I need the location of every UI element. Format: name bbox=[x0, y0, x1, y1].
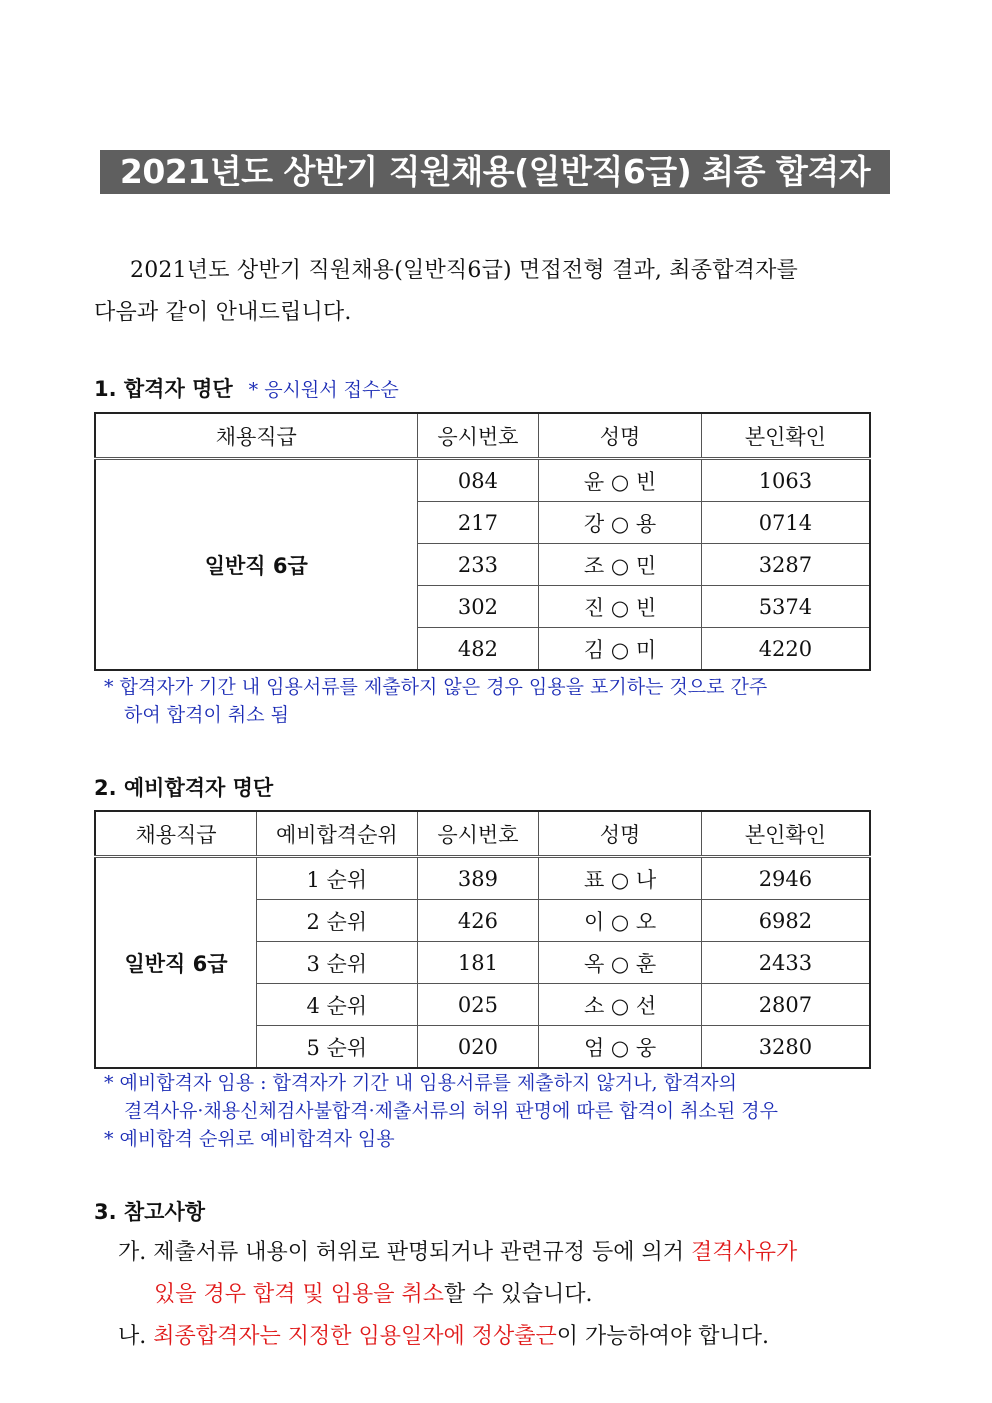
item-b-highlight: 최종합격자는 지정한 임용일자에 정상출근 bbox=[153, 1324, 557, 1349]
section3-heading bbox=[94, 1196, 205, 1226]
rank-cell: 3 순위 bbox=[257, 942, 418, 984]
exam-no-cell: 233 bbox=[417, 544, 539, 586]
item-b-prefix: 나. bbox=[118, 1324, 154, 1349]
identity-cell: 1063 bbox=[701, 459, 870, 502]
intro-line-1: 2021년도 상반기 직원채용(일반직6급) 면접전형 결과, 최종합격자를 bbox=[130, 258, 799, 283]
grade-cell: 일반직 6급 bbox=[95, 857, 257, 1069]
item-a-text: 가. 제출서류 내용이 허위로 판명되거나 관련규정 등에 의거 bbox=[118, 1240, 691, 1265]
page-title: 2021년도 상반기 직원채용(일반직6급) 최종 합격자 bbox=[100, 150, 890, 194]
header-exam-no: 응시번호 bbox=[417, 413, 539, 459]
name-cell: 윤 ○ 빈 bbox=[539, 459, 702, 502]
name-cell: 표 ○ 나 bbox=[539, 857, 702, 900]
header-name: 성명 bbox=[539, 413, 702, 459]
section1-note bbox=[104, 673, 884, 729]
grade-cell: 일반직 6급 bbox=[95, 459, 417, 671]
section2-heading bbox=[94, 772, 273, 802]
identity-cell: 0714 bbox=[701, 502, 870, 544]
identity-cell: 2946 bbox=[701, 857, 870, 900]
section2-title: 2. 예비합격자 명단 bbox=[94, 776, 274, 800]
intro-line-2: 다음과 같이 안내드립니다. bbox=[94, 300, 352, 325]
item-a-highlight-1: 결격사유가 bbox=[691, 1240, 798, 1265]
identity-cell: 2433 bbox=[701, 942, 870, 984]
identity-cell: 3287 bbox=[701, 544, 870, 586]
exam-no-cell: 181 bbox=[417, 942, 539, 984]
item-a-highlight-2: 있을 경우 합격 및 임용을 취소 bbox=[154, 1282, 444, 1307]
name-cell: 조 ○ 민 bbox=[539, 544, 702, 586]
header-identity: 본인확인 bbox=[701, 413, 870, 459]
item-a-text-2: 할 수 있습니다. bbox=[444, 1282, 593, 1307]
item-b-text: 이 가능하여야 합니다. bbox=[556, 1324, 770, 1349]
exam-no-cell: 025 bbox=[417, 984, 539, 1026]
section3-title: 3. 참고사항 bbox=[94, 1200, 206, 1224]
name-cell: 옥 ○ 훈 bbox=[539, 942, 702, 984]
name-cell: 김 ○ 미 bbox=[539, 628, 702, 671]
exam-no-cell: 084 bbox=[417, 459, 539, 502]
name-cell: 소 ○ 선 bbox=[539, 984, 702, 1026]
identity-cell: 6982 bbox=[701, 900, 870, 942]
header-identity: 본인확인 bbox=[701, 811, 870, 857]
intro-paragraph bbox=[94, 250, 884, 334]
header-name: 성명 bbox=[539, 811, 702, 857]
passers-table bbox=[94, 412, 871, 671]
rank-cell: 4 순위 bbox=[257, 984, 418, 1026]
reference-item-b bbox=[118, 1316, 898, 1358]
name-cell: 이 ○ 오 bbox=[539, 900, 702, 942]
rank-cell: 5 순위 bbox=[257, 1026, 418, 1069]
identity-cell: 3280 bbox=[701, 1026, 870, 1069]
exam-no-cell: 389 bbox=[417, 857, 539, 900]
header-grade: 채용직급 bbox=[95, 413, 417, 459]
section3-items bbox=[118, 1232, 898, 1358]
reference-item-a bbox=[118, 1232, 898, 1316]
rank-cell: 2 순위 bbox=[257, 900, 418, 942]
header-grade: 채용직급 bbox=[95, 811, 257, 857]
table-row bbox=[95, 857, 870, 900]
section1-heading bbox=[94, 373, 399, 403]
identity-cell: 4220 bbox=[701, 628, 870, 671]
table-header-row bbox=[95, 413, 870, 459]
table-row bbox=[95, 459, 870, 502]
section2-note-line-3: * 예비합격 순위로 예비합격자 임용 bbox=[104, 1128, 395, 1150]
exam-no-cell: 217 bbox=[417, 502, 539, 544]
exam-no-cell: 426 bbox=[417, 900, 539, 942]
header-rank: 예비합격순위 bbox=[257, 811, 418, 857]
identity-cell: 2807 bbox=[701, 984, 870, 1026]
section1-subnote: * 응시원서 접수순 bbox=[248, 379, 399, 401]
table-header-row bbox=[95, 811, 870, 857]
section1-note-line-1: * 합격자가 기간 내 임용서류를 제출하지 않은 경우 임용을 포기하는 것으로 간주 bbox=[104, 676, 768, 698]
reserve-table bbox=[94, 810, 871, 1069]
exam-no-cell: 020 bbox=[417, 1026, 539, 1069]
identity-cell: 5374 bbox=[701, 586, 870, 628]
section2-note-line-1: * 예비합격자 임용 : 합격자가 기간 내 임용서류를 제출하지 않거나, 합격자의 bbox=[104, 1072, 737, 1094]
exam-no-cell: 482 bbox=[417, 628, 539, 671]
header-exam-no: 응시번호 bbox=[417, 811, 539, 857]
name-cell: 강 ○ 용 bbox=[539, 502, 702, 544]
rank-cell: 1 순위 bbox=[257, 857, 418, 900]
exam-no-cell: 302 bbox=[417, 586, 539, 628]
section1-title: 1. 합격자 명단 bbox=[94, 377, 233, 401]
section1-note-line-2: 하여 합격이 취소 됨 bbox=[124, 704, 289, 726]
name-cell: 엄 ○ 웅 bbox=[539, 1026, 702, 1069]
section2-note-line-2: 결격사유·채용신체검사불합격·제출서류의 허위 판명에 따른 합격이 취소된 경우 bbox=[124, 1100, 778, 1122]
section2-note bbox=[104, 1069, 884, 1153]
name-cell: 진 ○ 빈 bbox=[539, 586, 702, 628]
